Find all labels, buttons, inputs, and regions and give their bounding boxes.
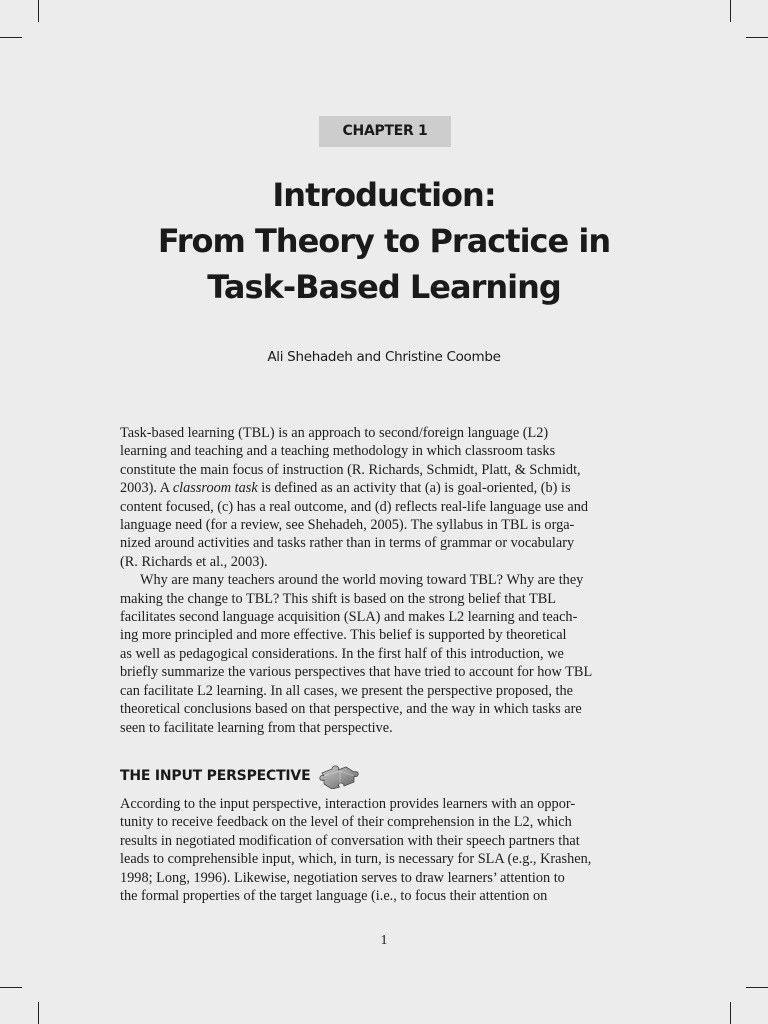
crop-mark-bottom-right xyxy=(730,1002,731,1024)
emphasis-term: classroom task xyxy=(172,480,258,497)
text-line xyxy=(120,479,650,497)
text-run: 2003). A xyxy=(120,480,173,497)
chapter-label: CHAPTER 1 xyxy=(319,116,451,147)
chapter-title xyxy=(80,172,688,310)
text-line: can facilitate L2 learning. In all cases, we present the perspective proposed, the xyxy=(120,682,573,699)
puzzle-piece-icon xyxy=(316,763,360,789)
title-line: Task-Based Learning xyxy=(207,268,561,306)
text-line: According to the input perspective, interaction provides learners with an oppor- xyxy=(120,796,576,812)
text-run: is defined as an activity that (a) is goal-oriented, (b) is xyxy=(257,480,571,497)
text-line: Why are many teachers around the world moving toward TBL? Why are they xyxy=(140,572,584,589)
title-line: From Theory to Practice in xyxy=(157,222,611,260)
text-line: 1998; Long, 1996). Likewise, negotiation serves to draw learners’ attention to xyxy=(120,869,565,886)
text-line: the formal properties of the target language (i.e., to focus their attention on xyxy=(120,888,548,905)
text-line: ing more principled and more effective. This belief is supported by theoretical xyxy=(120,627,567,644)
body-paragraph-intro xyxy=(120,424,650,737)
text-line: constitute the main focus of instruction (R. Richards, Schmidt, Platt, & Schmidt, xyxy=(120,461,581,478)
text-line: (R. Richards et al., 2003). xyxy=(120,553,268,570)
crop-mark-top-left xyxy=(38,0,39,22)
section-heading xyxy=(120,763,360,789)
text-line: learning and teaching and a teaching methodology in which classroom tasks xyxy=(120,443,556,460)
text-line: facilitates second language acquisition (SLA) and makes L2 learning and teach- xyxy=(120,609,578,626)
text-line: content focused, (c) has a real outcome, and (d) reflects real-life language use and xyxy=(120,498,588,515)
title-line: Introduction: xyxy=(272,176,496,214)
text-line: Task-based learning (TBL) is an approach to second/foreign language (L2) xyxy=(120,425,549,441)
crop-mark-top-right-h xyxy=(746,37,768,38)
text-line: results in negotiated modification of conversation with their speech partners that xyxy=(120,832,580,849)
crop-mark-bottom-right-h xyxy=(746,987,768,988)
page-number: 1 xyxy=(380,933,388,948)
text-line: as well as pedagogical considerations. In the first half of this introduction, we xyxy=(120,645,564,662)
text-line: leads to comprehensible input, which, in turn, is necessary for SLA (e.g., Krashen, xyxy=(120,851,592,868)
text-line: briefly summarize the various perspectives that have tried to account for how TBL xyxy=(120,664,593,681)
body-paragraph-input-perspective xyxy=(120,795,650,905)
crop-mark-top-right xyxy=(730,0,731,22)
crop-mark-top-left-h xyxy=(0,37,22,38)
text-line: seen to facilitate learning from that perspective. xyxy=(120,719,393,736)
text-line: language need (for a review, see Shehadeh, 2005). The syllabus in TBL is orga- xyxy=(120,517,575,534)
authors: Ali Shehadeh and Christine Coombe xyxy=(267,349,501,365)
text-line: nized around activities and tasks rather than in terms of grammar or vocabulary xyxy=(120,535,575,552)
crop-mark-bottom-left xyxy=(38,1002,39,1024)
crop-mark-bottom-left-h xyxy=(0,987,22,988)
section-heading-text: THE INPUT PERSPECTIVE xyxy=(120,768,311,784)
text-line: tunity to receive feedback on the level of their comprehension in the L2, which xyxy=(120,814,572,831)
text-line: making the change to TBL? This shift is based on the strong belief that TBL xyxy=(120,590,556,607)
text-line: theoretical conclusions based on that perspective, and the way in which tasks are xyxy=(120,701,582,718)
